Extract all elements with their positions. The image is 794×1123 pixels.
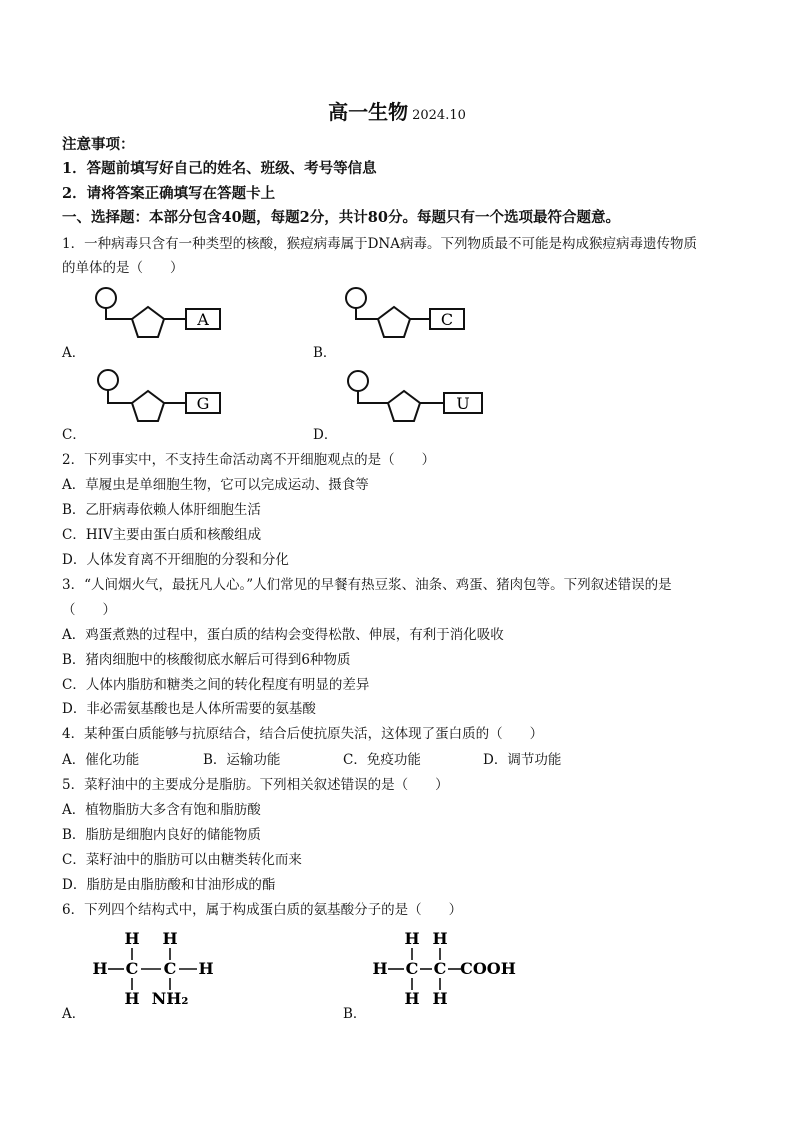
pentose-sugar xyxy=(132,307,164,337)
notice-item-1: 1．答题前填写好自己的姓名、班级、考号等信息 xyxy=(62,160,377,177)
q1-option-d-label: D． xyxy=(313,427,338,443)
q1-option-d-nucleotide-diagram xyxy=(340,368,490,430)
atom: H xyxy=(432,989,448,1008)
q3-stem-line2: （ ） xyxy=(62,602,116,618)
q3-option-a: A．鸡蛋煮熟的过程中，蛋白质的结构会变得松散、伸展，有利于消化吸收 xyxy=(62,627,504,643)
q5-option-c: C．菜籽油中的脂肪可以由糖类转化而来 xyxy=(62,852,302,868)
atom: C xyxy=(405,959,419,978)
base-letter: A xyxy=(197,310,209,329)
atom: H xyxy=(124,929,140,948)
q1-option-c-label: C． xyxy=(62,427,86,443)
atom: NH₂ xyxy=(151,989,189,1008)
base-letter: U xyxy=(456,394,470,413)
page-title xyxy=(0,96,794,125)
notice-item-2: 2．请将答案正确填写在答题卡上 xyxy=(62,185,276,202)
q6-option-a-structural-formula xyxy=(88,928,228,1010)
atom: C xyxy=(163,959,177,978)
base-letter: C xyxy=(440,310,454,329)
q1-option-a-nucleotide-diagram xyxy=(90,285,230,345)
q1-stem-line1: 1．一种病毒只含有一种类型的核酸，猴痘病毒属于DNA病毒。下列物质最不可能是构成猴痘病毒遗传物质 xyxy=(62,236,697,252)
q5-option-d: D．脂肪是由脂肪酸和甘油形成的酯 xyxy=(62,877,276,893)
phosphate-circle xyxy=(96,288,116,308)
q4-option-a: A．催化功能 xyxy=(62,752,140,768)
base-letter: G xyxy=(196,394,210,413)
q5-option-a: A．植物脂肪大多含有饱和脂肪酸 xyxy=(62,802,261,818)
q3-option-c: C．人体内脂肪和糖类之间的转化程度有明显的差异 xyxy=(62,677,370,693)
q3-option-b: B．猪肉细胞中的核酸彻底水解后可得到6种物质 xyxy=(62,652,351,668)
atom: H xyxy=(432,929,448,948)
title-text: 高一生物 xyxy=(328,100,409,124)
q5-stem: 5．菜籽油中的主要成分是脂肪。下列相关叙述错误的是（ ） xyxy=(62,777,449,793)
atom: COOH xyxy=(460,959,516,978)
q2-option-c: C．HIV主要由蛋白质和核酸组成 xyxy=(62,527,262,543)
q2-option-a: A．草履虫是单细胞生物，它可以完成运动、摄食等 xyxy=(62,477,369,493)
q4-option-d: D．调节功能 xyxy=(483,752,562,768)
notice-heading: 注意事项： xyxy=(62,136,135,153)
atom: H xyxy=(372,959,388,978)
q4-option-c: C．免疫功能 xyxy=(343,752,421,768)
phosphate-circle xyxy=(98,370,118,390)
q4-stem: 4．某种蛋白质能够与抗原结合，结合后使抗原失活，这体现了蛋白质的（ ） xyxy=(62,726,544,742)
q2-option-b: B．乙肝病毒依赖人体肝细胞生活 xyxy=(62,502,261,518)
q2-option-d: D．人体发育离不开细胞的分裂和分化 xyxy=(62,552,289,568)
q6-stem: 6．下列四个结构式中，属于构成蛋白质的氨基酸分子的是（ ） xyxy=(62,902,463,918)
phosphate-circle xyxy=(348,371,368,391)
atom: H xyxy=(162,929,178,948)
q1-option-b-nucleotide-diagram xyxy=(340,285,480,345)
q3-option-d: D．非必需氨基酸也是人体所需要的氨基酸 xyxy=(62,701,316,717)
atom: H xyxy=(198,959,214,978)
pentose-sugar xyxy=(132,391,164,421)
section-title: 一、选择题：本部分包含40题，每题2分，共计80分。每题只有一个选项最符合题意。 xyxy=(62,209,620,226)
q1-option-c-nucleotide-diagram xyxy=(92,368,232,428)
q6-option-b-label: B． xyxy=(343,1006,367,1022)
atom: C xyxy=(125,959,139,978)
exam-date: 2024.10 xyxy=(412,108,466,123)
q2-stem: 2．下列事实中，不支持生命活动离不开细胞观点的是（ ） xyxy=(62,452,436,468)
atom: C xyxy=(433,959,447,978)
atom: H xyxy=(404,989,420,1008)
atom: H xyxy=(404,929,420,948)
q3-stem-line1: 3．“人间烟火气，最抚凡人心。”人们常见的早餐有热豆浆、油条、鸡蛋、猪肉包等。下列叙述错误的是 xyxy=(62,577,672,593)
pentose-sugar xyxy=(378,307,410,337)
q6-option-a-label: A． xyxy=(62,1006,86,1022)
q4-option-b: B．运输功能 xyxy=(203,752,281,768)
q5-option-b: B．脂肪是细胞内良好的储能物质 xyxy=(62,827,261,843)
q1-option-b-label: B． xyxy=(313,345,337,361)
q6-option-b-structural-formula xyxy=(370,928,530,1010)
atom: H xyxy=(92,959,108,978)
q1-stem-line2: 的单体的是（ ） xyxy=(62,260,184,276)
phosphate-circle xyxy=(346,288,366,308)
atom: H xyxy=(124,989,140,1008)
pentose-sugar xyxy=(388,391,420,421)
q1-option-a-label: A． xyxy=(62,345,86,361)
